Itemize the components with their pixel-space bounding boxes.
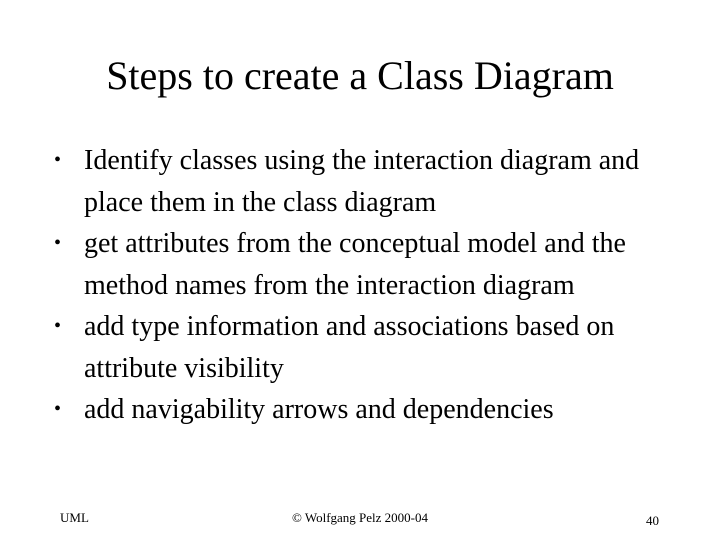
bullet-icon: •: [54, 232, 62, 254]
bullet-text: get attributes from the conceptual model and the method names from the interaction diagram: [84, 228, 626, 301]
bullet-text: Identify classes using the interaction diagram and place them in the class diagram: [84, 145, 640, 218]
bullet-icon: •: [54, 398, 62, 420]
footer-page-number: 40: [646, 513, 659, 528]
bullet-text: add type information and associations based on attribute visibility: [84, 311, 615, 384]
bullet-icon: •: [54, 315, 62, 337]
slide-title: Steps to create a Class Diagram: [106, 53, 614, 98]
bullet-item: [54, 389, 694, 431]
bullet-list: [54, 140, 694, 431]
bullet-item: [54, 306, 694, 389]
bullet-item: [54, 223, 694, 306]
footer-copyright: © Wolfgang Pelz 2000-04: [291, 510, 429, 525]
footer-course-label: UML: [60, 510, 89, 525]
bullet-text: add navigability arrows and dependencies: [84, 394, 554, 425]
bullet-item: [54, 140, 694, 223]
bullet-icon: •: [54, 149, 62, 171]
